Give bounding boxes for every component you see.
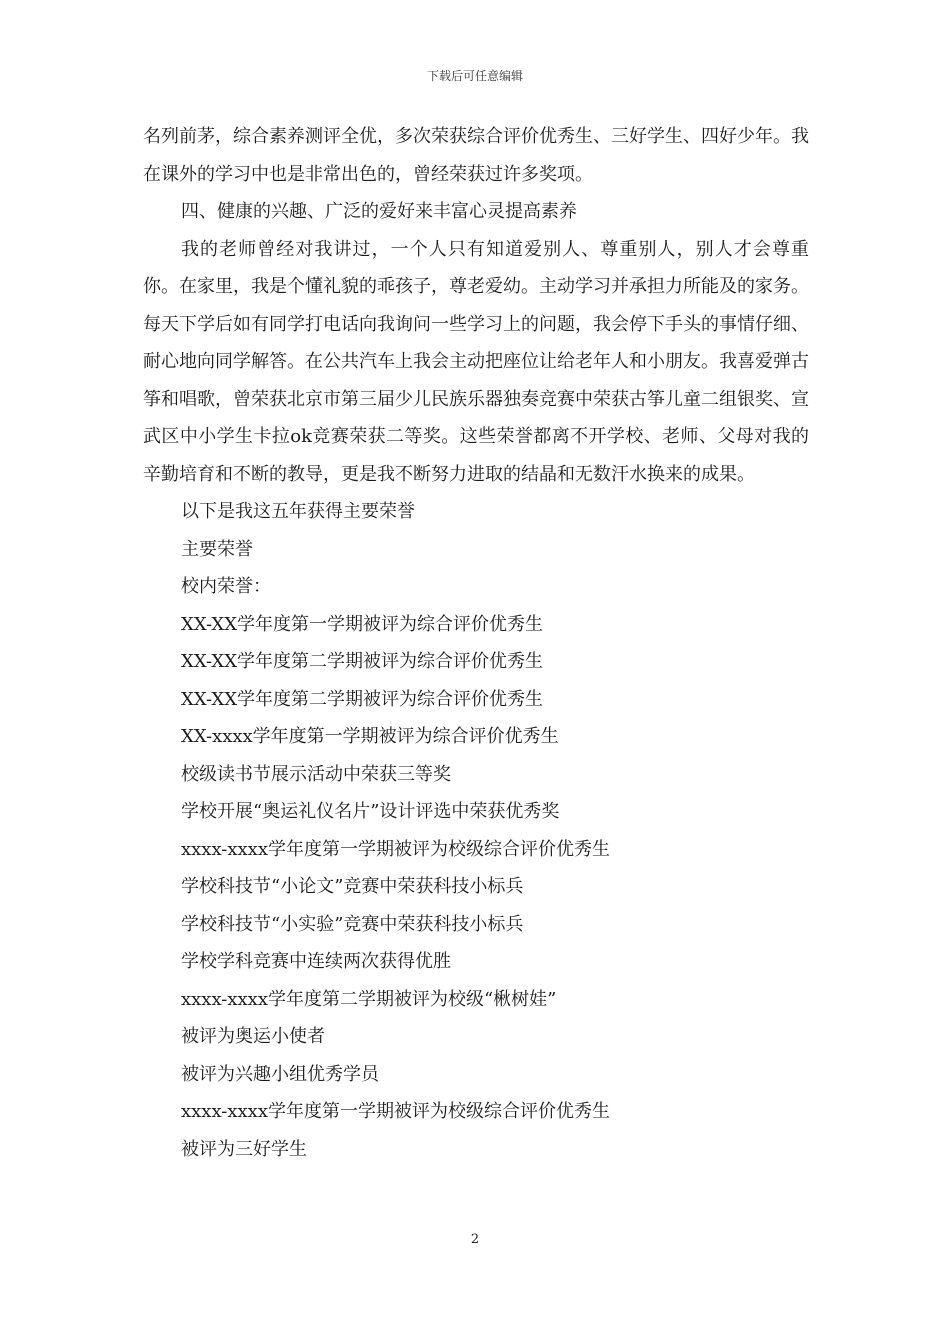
honor-item: XX-xxxx学年度第一学期被评为综合评价优秀生 [181, 726, 559, 747]
paragraph: 我的老师曾经对我讲过，一个人只有知道爱别人、尊重别人，别人才会尊重你。在家里，我是个懂礼貌的乖孩子，尊老爱幼。主动学习并承担力所能及的家务。每天下学后如有同学打电话向我询问一些学习上的问题，我会停下手头的事情仔细、耐心地向同学解答。在公共汽车上我会主动把座位让给老年人和小朋友。我喜爱弹古筝和唱歌，曾荣获北京市第三届少儿民族乐器独奏竞赛中荣获古筝儿童二组银奖、宣武区中小学生卡拉ok竞赛荣获二等奖。这些荣誉都离不开学校、老师、父母对我的辛勤培育和不断的教导，更是我不断努力进取的结晶和无数汗水换来的成果。 [143, 238, 809, 485]
honor-item: xxxx-xxxx学年度第一学期被评为校级综合评价优秀生 [181, 1101, 610, 1122]
honor-item: 学校科技节“小实验”竞赛中荣获科技小标兵 [181, 913, 524, 935]
honor-item: 学校科技节“小论文”竞赛中荣获科技小标兵 [181, 876, 524, 897]
honor-item: XX-XX学年度第二学期被评为综合评价优秀生 [181, 688, 544, 710]
section-heading: 四、健康的兴趣、广泛的爱好来丰富心灵提高素养 [181, 201, 577, 222]
honor-item: 被评为奥运小使者 [181, 1026, 325, 1047]
honor-item: 校级读书节展示活动中荣获三等奖 [181, 763, 451, 785]
document-body [143, 118, 809, 1168]
honor-item: 被评为兴趣小组优秀学员 [181, 1063, 379, 1085]
page-number: 2 [470, 1232, 480, 1247]
page-header: 下载后可任意编辑 [426, 69, 523, 83]
honor-item: XX-XX学年度第一学期被评为综合评价优秀生 [181, 613, 544, 635]
list-heading: 主要荣誉 [181, 538, 253, 560]
honor-item: 学校开展“奥运礼仪名片”设计评选中荣获优秀奖 [181, 801, 560, 822]
list-subheading: 校内荣誉： [181, 576, 271, 597]
honor-item: 学校学科竞赛中连续两次获得优胜 [181, 951, 451, 972]
list-intro: 以下是我这五年获得主要荣誉 [181, 501, 415, 522]
paragraph: 名列前茅，综合素养测评全优，多次荣获综合评价优秀生、三好学生、四好少年。我在课外的学习中也是非常出色的，曾经荣获过许多奖项。 [143, 126, 809, 185]
honor-item: xxxx-xxxx学年度第二学期被评为校级“楸树娃” [181, 988, 557, 1010]
honor-item: 被评为三好学生 [181, 1138, 307, 1160]
honor-item: XX-XX学年度第二学期被评为综合评价优秀生 [181, 651, 544, 672]
honor-item: xxxx-xxxx学年度第一学期被评为校级综合评价优秀生 [181, 838, 610, 860]
